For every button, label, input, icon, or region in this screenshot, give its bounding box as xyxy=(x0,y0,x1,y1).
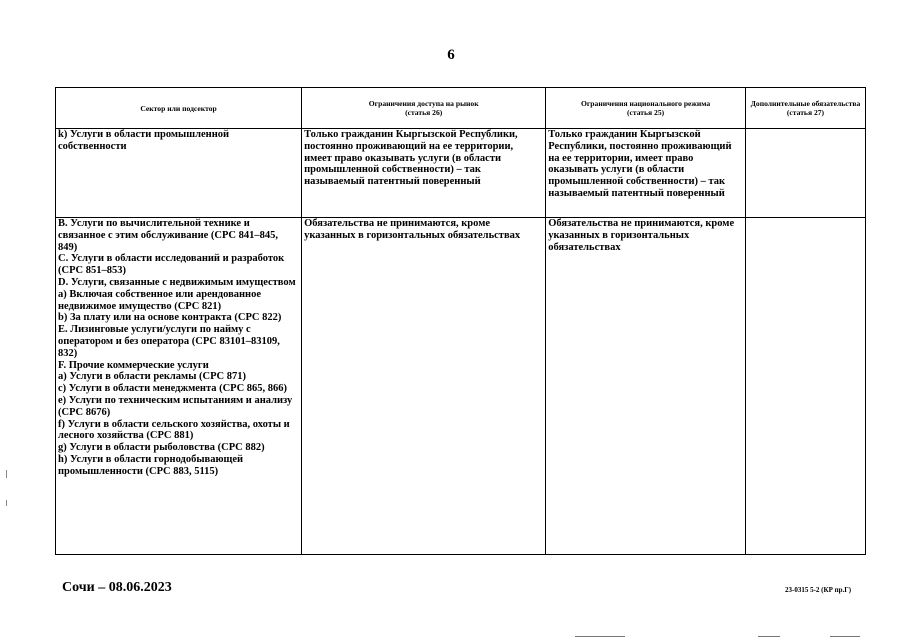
header-additional-label: Дополнительные обязательства xyxy=(750,99,861,108)
header-market-access-article: (статья 26) xyxy=(405,108,443,117)
cell-sector xyxy=(56,218,302,555)
cell-national-treatment: Обязательства не принимаются, кроме указанных в горизонтальных обязательствах xyxy=(546,218,746,555)
sector-item: C. Услуги в области исследований и разработок (CPC 851–853) xyxy=(58,253,285,277)
cell-additional xyxy=(745,218,865,555)
sector-item: D. Услуги, связанные с недвижимым имуществом xyxy=(58,276,296,288)
commitments-table xyxy=(55,87,866,555)
scan-artifact-mark xyxy=(6,470,7,478)
cell-additional xyxy=(745,129,865,218)
table-row xyxy=(56,218,866,555)
scan-artifact-mark xyxy=(6,500,7,506)
header-additional xyxy=(745,88,865,129)
sector-item: g) Услуги в области рыболовства (CPC 882) xyxy=(58,442,265,454)
header-market-access xyxy=(302,88,546,129)
sector-item: E. Лизинговые услуги/услуги по найму с оператором и без оператора (CPC 83101–83109, 832) xyxy=(58,324,280,359)
header-national-treatment-label: Ограничения национального режима xyxy=(580,99,711,108)
footer-document-code: 23-0315 5-2 (КР пр.Г) xyxy=(785,586,852,594)
scan-artifact-mark xyxy=(758,636,780,637)
header-national-treatment-article: (статья 25) xyxy=(626,108,665,117)
sector-item: b) За плату или на основе контракта (CPC 822) xyxy=(58,312,282,324)
header-sector xyxy=(56,88,302,129)
table-header-row xyxy=(56,88,866,129)
sector-item: a) Включая собственное или арендованное недвижимое имущество (CPC 821) xyxy=(58,288,262,312)
sector-item: F. Прочие коммерческие услуги xyxy=(58,359,209,371)
footer-place-date: Сочи – 08.06.2023 xyxy=(62,580,172,595)
sector-item: e) Услуги по техническим испытаниям и анализу (CPC 8676) xyxy=(58,394,293,418)
cell-market-access: Обязательства не принимаются, кроме указанных в горизонтальных обязательствах xyxy=(302,218,546,555)
table-row xyxy=(56,129,866,218)
header-additional-article: (статья 27) xyxy=(786,108,825,117)
sector-item: c) Услуги в области менеджмента (CPC 865, 866) xyxy=(58,383,288,395)
header-market-access-label: Ограничения доступа на рынок xyxy=(368,99,479,108)
header-sector-label: Сектор или подсектор xyxy=(140,103,217,113)
sector-item: h) Услуги в области горнодобывающей промышленности (CPC 883, 5115) xyxy=(58,453,244,477)
sector-item: a) Услуги в области рекламы (CPC 871) xyxy=(58,371,246,383)
page-number: 6 xyxy=(447,47,455,63)
sector-item: f) Услуги в области сельского хозяйства, охоты и лесного хозяйства (CPC 881) xyxy=(58,418,290,442)
sector-item: k) Услуги в области промышленной собственности xyxy=(58,129,230,152)
cell-sector xyxy=(56,129,302,218)
cell-market-access: Только гражданин Кыргызской Республики, постоянно проживающий на ее территории, имеет право оказывать услуги (в области промышленной собственности) – так называемый патентный поверенный xyxy=(302,129,546,218)
cell-national-treatment: Только гражданин Кыргызской Республики, постоянно проживающий на ее территории, имеет право оказывать услуги (в области промышленной собственности) – так называемый патентный поверенный xyxy=(546,129,746,218)
scan-artifact-mark xyxy=(830,636,860,637)
sector-item: B. Услуги по вычислительной технике и связанное с этим обслуживание (CPC 841–845, 849) xyxy=(58,218,278,253)
header-national-treatment xyxy=(546,88,746,129)
scan-artifact-mark xyxy=(575,636,625,637)
